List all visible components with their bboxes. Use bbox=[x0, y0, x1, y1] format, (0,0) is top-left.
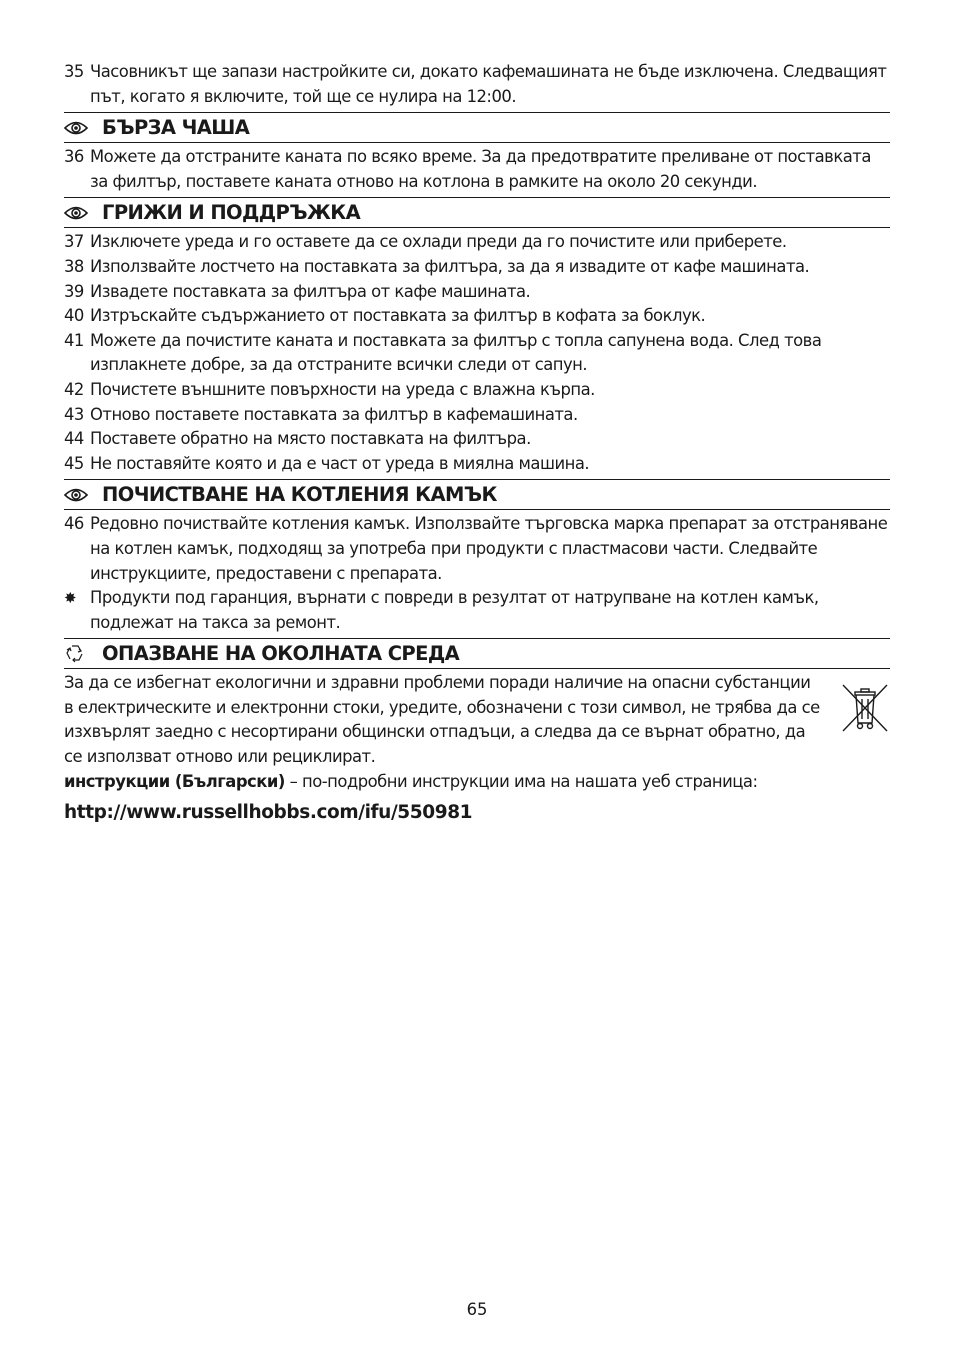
eye-icon bbox=[64, 117, 90, 139]
section-header-descaling bbox=[64, 479, 890, 510]
item-number: 35 bbox=[64, 62, 84, 81]
item-number: 37 bbox=[64, 232, 84, 252]
section-header-care bbox=[64, 197, 890, 228]
item-text: Продукти под гаранция, върнати с повреди в резултат от натрупване на котлен камък, подлежат на такса за ремонт. bbox=[90, 588, 819, 632]
list-item bbox=[64, 586, 890, 635]
instructions-label: инструкции (Български) bbox=[64, 771, 285, 791]
item-text: Можете да почистите каната и поставката за филтър с топла сапунена вода. След това изплакнете добре, за да отстраните всички следи от сапун. bbox=[90, 330, 822, 375]
document-page bbox=[64, 60, 890, 823]
item-text: Почистете външните повърхности на уреда с влажна кърпа. bbox=[90, 379, 595, 399]
item-number: 46 bbox=[64, 514, 84, 534]
section-title: ОПАЗВАНЕ НА ОКОЛНАТА СРЕДА bbox=[102, 642, 460, 666]
section-header-environment bbox=[64, 638, 890, 669]
item-number: 42 bbox=[64, 379, 84, 399]
website-link[interactable]: http://www.russellhobbs.com/ifu/550981 bbox=[64, 802, 473, 824]
recycle-icon bbox=[64, 643, 90, 665]
item-number: 39 bbox=[64, 281, 84, 301]
section-title: ПОЧИСТВАНЕ НА КОТЛЕНИЯ КАМЪК bbox=[102, 483, 497, 507]
list-item bbox=[64, 452, 890, 477]
list-item bbox=[64, 427, 890, 452]
eye-icon bbox=[64, 484, 90, 506]
item-text: Използвайте лостчето на поставката за филтъра, за да я извадите от кафе машината. bbox=[90, 256, 810, 276]
item-text: Не поставяйте която и да е част от уреда в миялна машина. bbox=[90, 453, 590, 473]
item-number: 44 bbox=[64, 429, 84, 449]
item-number: 41 bbox=[64, 330, 84, 350]
item-number: 43 bbox=[64, 404, 84, 424]
section-header-quick-cup bbox=[64, 112, 890, 143]
list-item bbox=[64, 145, 890, 194]
item-text: Можете да отстраните каната по всяко време. За да предотвратите преливане от поставката за филтър, поставете каната отново на котлона в рамките на около 20 секунди. bbox=[90, 147, 871, 191]
list-item bbox=[64, 60, 890, 109]
crossed-bin-icon bbox=[840, 681, 890, 739]
section-title: ГРИЖИ И ПОДДРЪЖКА bbox=[102, 201, 361, 225]
instructions-line bbox=[64, 770, 824, 795]
item-number: 45 bbox=[64, 453, 84, 473]
item-text: Отново поставете поставката за филтър в кафемашината. bbox=[90, 404, 578, 424]
item-number: 40 bbox=[64, 306, 84, 326]
section-title: БЪРЗА ЧАША bbox=[102, 116, 250, 140]
list-item bbox=[64, 230, 890, 255]
instructions-text: – по-подробни инструкции има на нашата уеб страница: bbox=[284, 771, 758, 791]
warranty-star-icon: ✸ bbox=[64, 589, 77, 608]
item-text: Редовно почиствайте котления камък. Използвайте търговска марка препарат за отстраняване на котлен камък, подходящ за употреба при продукти с пластмасови части. Следвайте инструкциите, предоставени с препарата. bbox=[90, 514, 888, 583]
list-item bbox=[64, 512, 890, 586]
list-item bbox=[64, 378, 890, 403]
list-item bbox=[64, 255, 890, 280]
environment-block bbox=[64, 671, 890, 769]
item-text: Извадете поставката за филтъра от кафе машината. bbox=[90, 281, 531, 301]
item-number: 36 bbox=[64, 147, 84, 167]
item-number: 38 bbox=[64, 256, 84, 276]
item-text: Изключете уреда и го оставете да се охлади преди да го почистите или приберете. bbox=[90, 232, 787, 252]
eye-icon bbox=[64, 202, 90, 224]
page-number: 65 bbox=[466, 1300, 488, 1319]
list-item bbox=[64, 280, 890, 305]
list-item bbox=[64, 304, 890, 329]
list-item bbox=[64, 403, 890, 428]
item-text: Поставете обратно на място поставката на филтъра. bbox=[90, 429, 531, 449]
list-item bbox=[64, 329, 890, 378]
item-text: Изтръскайте съдържанието от поставката за филтър в кофата за боклук. bbox=[90, 306, 706, 326]
environment-text: За да се избегнат екологични и здравни проблеми поради наличие на опасни субстанции в електрическите и електронни стоки, уредите, обозначени с този символ, не трябва да се изхвърлят заедно с несортирани общински отпадъци, а следва да се върнат обратно, да се използват отново или рециклират. bbox=[64, 673, 820, 767]
item-text: Часовникът ще запази настройките си, докато кафемашината не бъде изключена. Следващият път, когато я включите, той ще се нулира на 12:00. bbox=[90, 62, 887, 106]
